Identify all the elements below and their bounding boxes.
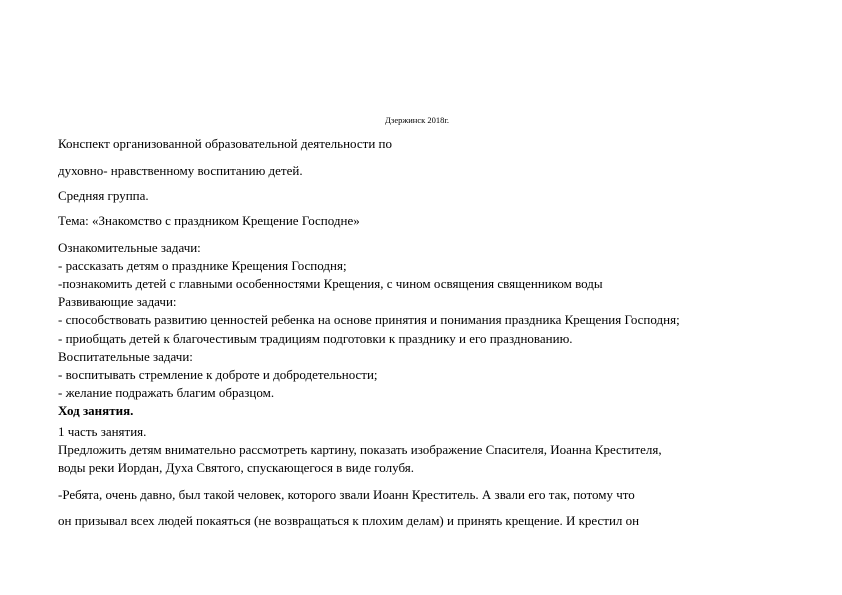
paragraph-line: Предложить детям внимательно рассмотреть картину, показать изображение Спасителя, Иоанна Крестителя, xyxy=(58,442,662,457)
paragraph-line: воды реки Иордан, Духа Святого, спускающегося в виде голубя. xyxy=(58,460,414,475)
topic-line: Тема: «Знакомство с праздником Крещение Господне» xyxy=(58,213,360,228)
lesson-progress-heading: Ход занятия. xyxy=(58,403,134,418)
document-header-date: Дзержинск 2018г. xyxy=(385,115,450,125)
section-heading-educational: Воспитательные задачи: xyxy=(58,349,193,364)
list-item: - воспитывать стремление к доброте и добродетельности; xyxy=(58,367,378,382)
section-heading-developing: Развивающие задачи: xyxy=(58,294,177,309)
list-item: -познакомить детей с главными особенностями Крещения, с чином освящения священником воды xyxy=(58,276,603,291)
title-line-1: Конспект организованной образовательной деятельности по xyxy=(58,136,392,151)
section-heading-familiarization: Ознакомительные задачи: xyxy=(58,240,201,255)
group-line: Средняя группа. xyxy=(58,188,149,203)
list-item: - приобщать детей к благочестивым традициям подготовки к празднику и его празднованию. xyxy=(58,331,573,346)
list-item: - рассказать детям о празднике Крещения Господня; xyxy=(58,258,347,273)
list-item: - способствовать развитию ценностей ребенка на основе принятия и понимания праздника Крещения Господня; xyxy=(58,312,680,327)
title-line-2: духовно- нравственному воспитанию детей. xyxy=(58,163,303,178)
list-item: - желание подражать благим образцом. xyxy=(58,385,275,400)
paragraph-line: он призывал всех людей покаяться (не возвращаться к плохим делам) и принять крещение. И крестил он xyxy=(58,513,640,528)
lesson-part-heading: 1 часть занятия. xyxy=(58,424,147,439)
paragraph-line: -Ребята, очень давно, был такой человек, которого звали Иоанн Креститель. А звали его так, потому что xyxy=(58,487,635,502)
